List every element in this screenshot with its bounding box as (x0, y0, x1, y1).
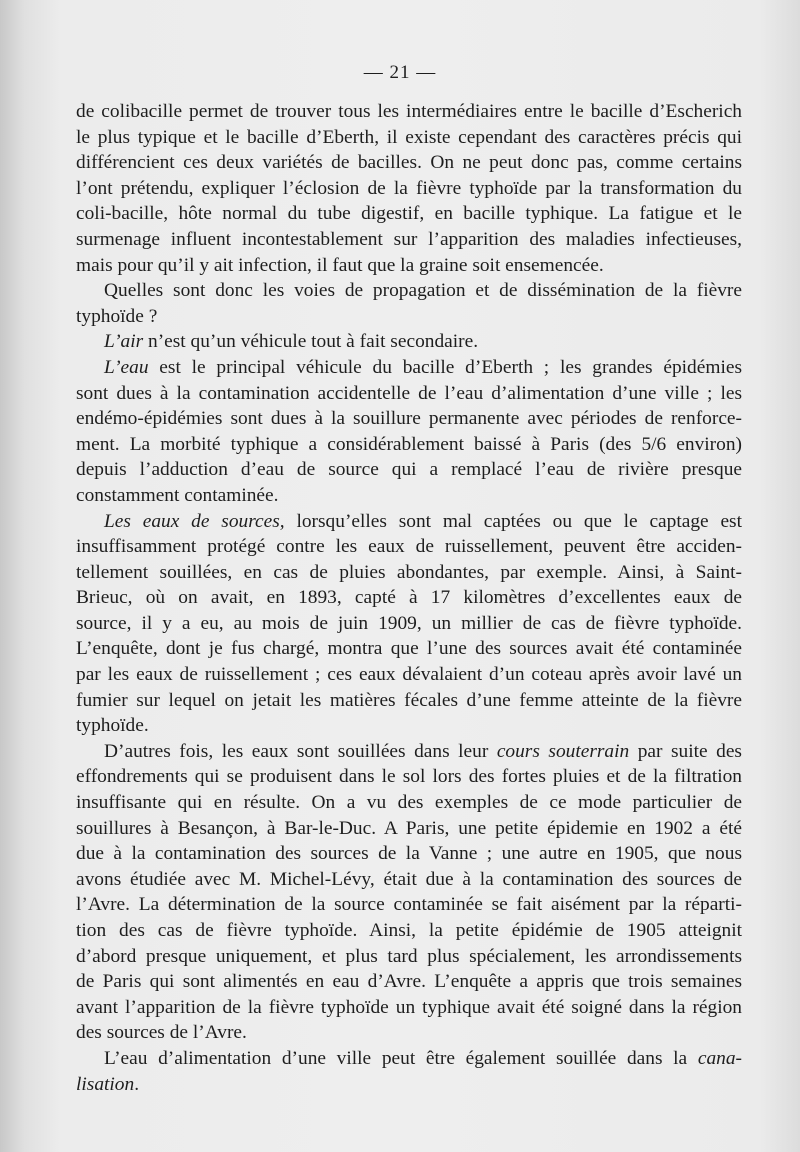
text-line (76, 99, 742, 125)
text-run: Quelles sont donc les voies de propagation et de dissémination de la fièvre (104, 280, 742, 302)
text-run: effondrements qui se produisent dans le sol lors des fortes pluies et de la filtration (76, 766, 742, 788)
text-run: des sources de l’Avre. (76, 1022, 247, 1044)
text-line (76, 841, 742, 867)
text-line (76, 739, 742, 765)
text-line (76, 125, 742, 151)
text-line (76, 1072, 742, 1098)
text-line (76, 688, 742, 714)
text-line (76, 1020, 742, 1046)
text-run: depuis l’adduction d’eau de source qui a remplacé l’eau de rivière presque (76, 459, 742, 481)
text-run: le plus typique et le bacille d’Eberth, il existe cependant des caractères précis qui (76, 126, 742, 148)
text-run: n’est qu’un véhicule tout à fait secondaire. (143, 331, 479, 353)
text-run: Brieuc, où on avait, en 1893, capté à 17 kilomètres d’excellentes eaux de (76, 587, 742, 609)
text-line (76, 509, 742, 535)
text-run: due à la contamination des sources de la Vanne ; une autre en 1905, que nous (76, 843, 742, 865)
italic-text: L’eau (104, 356, 149, 378)
text-run: l’ont prétendu, expliquer l’éclosion de la fièvre typhoïde par la transformation du (76, 177, 742, 199)
text-run: fumier sur lequel on jetait les matières fécales d’une femme atteinte de la fièvre (76, 689, 742, 711)
text-run: souillures à Besançon, à Bar-le-Duc. A Paris, une petite épidemie en 1902 a été (76, 817, 742, 839)
text-run: d’abord presque uniquement, et plus tard plus spécialement, les arrondissements (76, 945, 742, 967)
text-run: endémo-épidémies sont dues à la souillure permanente avec périodes de renforce- (76, 408, 742, 430)
italic-text: L’air (104, 331, 144, 353)
text-run: avant l’apparition de la fièvre typhoïde un typhique avait été soigné dans la région (76, 996, 742, 1018)
text-line (76, 892, 742, 918)
italic-text: Les eaux de sources, (104, 510, 285, 532)
text-line (76, 611, 742, 637)
text-line (76, 227, 742, 253)
text-line (76, 790, 742, 816)
text-line (76, 1046, 742, 1072)
text-line (76, 867, 742, 893)
text-run: l’Avre. La détermination de la source contaminée se fait aisément par la réparti- (76, 894, 742, 916)
text-line (76, 355, 742, 381)
text-line (76, 636, 742, 662)
text-run: insuffisante qui en résulte. On a vu des exemples de ce mode particulier de (76, 792, 742, 814)
text-run: L’eau d’alimentation d’une ville peut être également souillée dans la (104, 1047, 698, 1069)
text-line (76, 406, 742, 432)
text-run: sont dues à la contamination accidentelle de l’eau d’alimentation d’une ville ; les (76, 382, 742, 404)
text-line (76, 995, 742, 1021)
text-line (76, 816, 742, 842)
text-run: insuffisamment protégé contre les eaux de ruissellement, peuvent être acciden- (76, 536, 742, 558)
text-line (76, 969, 742, 995)
text-line (76, 585, 742, 611)
text-line (76, 918, 742, 944)
text-line (76, 381, 742, 407)
body-text (76, 99, 742, 1097)
text-run: typhoïde ? (76, 305, 158, 327)
text-run: de Paris qui sont alimentés en eau d’Avre. L’enquête a appris que trois semaines (76, 971, 742, 993)
text-run: par suite des (629, 740, 742, 762)
text-run: est le principal véhicule du bacille d’Eberth ; les grandes épidémies (148, 356, 742, 378)
text-line (76, 560, 742, 586)
text-run: ment. La morbité typhique a considérablement baissé à Paris (des 5/6 environ) (76, 433, 742, 455)
text-line (76, 253, 742, 279)
text-line (76, 432, 742, 458)
text-line (76, 304, 742, 330)
text-line (76, 662, 742, 688)
text-run: lorsqu’elles sont mal captées ou que le captage est (284, 510, 742, 532)
text-run: de colibacille permet de trouver tous les intermédiaires entre le bacille d’Escherich (76, 101, 742, 122)
text-run: L’enquête, dont je fus chargé, montra que l’une des sources avait été contaminée (76, 638, 742, 660)
text-run: avons étudiée avec M. Michel-Lévy, était due à la contamination des sources de (76, 868, 742, 890)
text-run: surmenage influent incontestablement sur l’apparition des maladies infectieuses, (76, 228, 742, 250)
italic-text: cours souterrain (496, 740, 630, 762)
text-line (76, 483, 742, 509)
text-run: constamment contaminée. (76, 484, 279, 506)
text-line (76, 150, 742, 176)
text-run: D’autres fois, les eaux sont souillées dans leur (104, 740, 497, 762)
text-line (76, 201, 742, 227)
text-line (76, 534, 742, 560)
text-line (76, 713, 742, 739)
text-line (76, 278, 742, 304)
page-number: — 21 — (363, 62, 437, 83)
text-line (76, 457, 742, 483)
text-line (76, 329, 742, 355)
text-line (76, 944, 742, 970)
italic-text: lisation (76, 1073, 135, 1095)
text-run: tellement souillées, en cas de pluies abondantes, par exemple. Ainsi, à Saint- (76, 561, 742, 583)
text-run: tion des cas de fièvre typhoïde. Ainsi, la petite épidémie de 1905 atteignit (76, 920, 742, 941)
text-run: typhoïde. (76, 715, 149, 737)
text-run: par les eaux de ruissellement ; ces eaux dévalaient d’un coteau après avoir lavé un (76, 664, 742, 686)
text-run: . (134, 1073, 140, 1095)
text-run: différencient ces deux variétés de bacilles. On ne peut donc pas, comme certains (76, 152, 742, 174)
italic-text: cana- (697, 1047, 742, 1069)
text-run: coli-bacille, hôte normal du tube digestif, en bacille typhique. La fatigue et le (76, 203, 742, 225)
text-line (76, 176, 742, 202)
text-run: mais pour qu’il y ait infection, il faut que la graine soit ensemencée. (76, 254, 604, 276)
text-run: source, il y a eu, au mois de juin 1909, un millier de cas de fièvre typhoïde. (76, 612, 742, 634)
text-line (76, 764, 742, 790)
